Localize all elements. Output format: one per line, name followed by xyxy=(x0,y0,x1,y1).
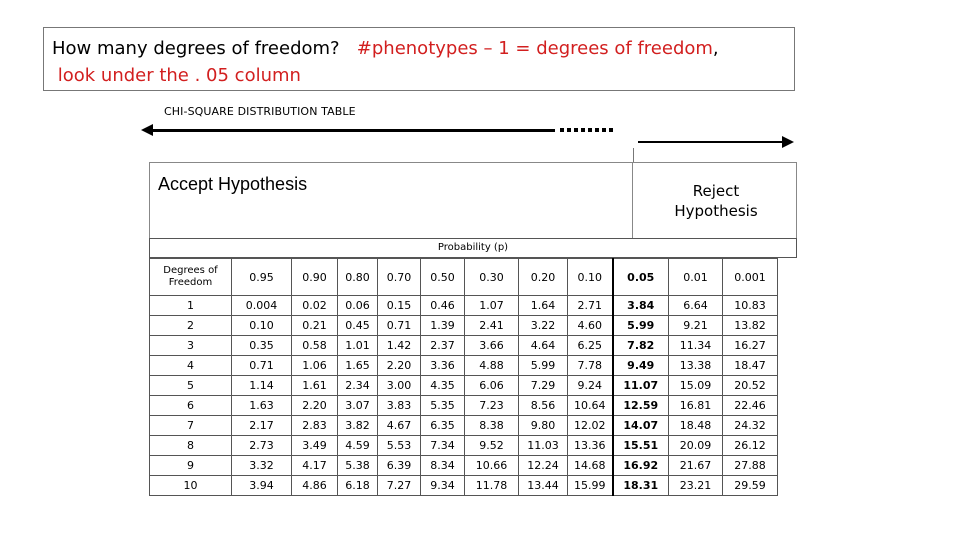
df-cell: 6 xyxy=(150,396,232,416)
value-cell: 6.64 xyxy=(669,296,723,316)
value-cell: 20.09 xyxy=(669,436,723,456)
value-cell: 5.99 xyxy=(519,356,568,376)
critical-value-cell: 5.99 xyxy=(613,316,669,336)
value-cell: 10.66 xyxy=(465,456,519,476)
value-cell: 6.18 xyxy=(338,476,378,496)
value-cell: 9.52 xyxy=(465,436,519,456)
value-cell: 4.88 xyxy=(465,356,519,376)
reject-hypothesis-label xyxy=(635,181,797,221)
value-cell: 12.24 xyxy=(519,456,568,476)
chi-square-table xyxy=(149,258,778,496)
value-cell: 20.52 xyxy=(723,376,778,396)
question-text: How many degrees of freedom? xyxy=(52,38,340,59)
table-row xyxy=(150,456,778,476)
value-cell: 3.94 xyxy=(232,476,292,496)
value-cell: 7.23 xyxy=(465,396,519,416)
question-formula: #phenotypes – 1 = degrees of freedom xyxy=(356,38,713,59)
value-cell: 8.34 xyxy=(421,456,465,476)
critical-value-cell: 9.49 xyxy=(613,356,669,376)
value-cell: 9.21 xyxy=(669,316,723,336)
critical-value-cell: 3.84 xyxy=(613,296,669,316)
value-cell: 0.06 xyxy=(338,296,378,316)
probability-column-header: 0.20 xyxy=(519,259,568,296)
value-cell: 13.38 xyxy=(669,356,723,376)
value-cell: 4.64 xyxy=(519,336,568,356)
value-cell: 16.27 xyxy=(723,336,778,356)
value-cell: 11.34 xyxy=(669,336,723,356)
value-cell: 6.25 xyxy=(568,336,613,356)
probability-header: Probability (p) xyxy=(149,238,797,258)
value-cell: 1.06 xyxy=(292,356,338,376)
value-cell: 18.48 xyxy=(669,416,723,436)
value-cell: 7.29 xyxy=(519,376,568,396)
value-cell: 4.35 xyxy=(421,376,465,396)
reject-label-line-2: Hypothesis xyxy=(674,202,758,220)
value-cell: 4.60 xyxy=(568,316,613,336)
value-cell: 6.39 xyxy=(378,456,421,476)
critical-value-cell: 11.07 xyxy=(613,376,669,396)
value-cell: 2.20 xyxy=(378,356,421,376)
value-cell: 11.78 xyxy=(465,476,519,496)
value-cell: 10.83 xyxy=(723,296,778,316)
df-cell: 10 xyxy=(150,476,232,496)
value-cell: 2.71 xyxy=(568,296,613,316)
df-column-header xyxy=(150,259,232,296)
value-cell: 1.07 xyxy=(465,296,519,316)
value-cell: 5.38 xyxy=(338,456,378,476)
value-cell: 2.20 xyxy=(292,396,338,416)
probability-column-header: 0.10 xyxy=(568,259,613,296)
reject-arrow-line xyxy=(638,141,786,143)
value-cell: 9.24 xyxy=(568,376,613,396)
value-cell: 2.34 xyxy=(338,376,378,396)
probability-column-header: 0.90 xyxy=(292,259,338,296)
probability-column-header: 0.30 xyxy=(465,259,519,296)
df-cell: 4 xyxy=(150,356,232,376)
critical-value-cell: 15.51 xyxy=(613,436,669,456)
df-header-line-1: Degrees of xyxy=(163,265,218,276)
value-cell: 3.22 xyxy=(519,316,568,336)
hypothesis-divider xyxy=(632,162,633,238)
value-cell: 1.01 xyxy=(338,336,378,356)
value-cell: 3.32 xyxy=(232,456,292,476)
value-cell: 3.36 xyxy=(421,356,465,376)
value-cell: 2.17 xyxy=(232,416,292,436)
value-cell: 1.64 xyxy=(519,296,568,316)
question-line-2 xyxy=(52,62,794,89)
probability-column-header: 0.80 xyxy=(338,259,378,296)
value-cell: 13.82 xyxy=(723,316,778,336)
value-cell: 18.47 xyxy=(723,356,778,376)
value-cell: 22.46 xyxy=(723,396,778,416)
table-row xyxy=(150,416,778,436)
value-cell: 0.71 xyxy=(378,316,421,336)
value-cell: 14.68 xyxy=(568,456,613,476)
critical-value-cell: 16.92 xyxy=(613,456,669,476)
table-row xyxy=(150,396,778,416)
table-row xyxy=(150,376,778,396)
value-cell: 9.80 xyxy=(519,416,568,436)
value-cell: 1.42 xyxy=(378,336,421,356)
value-cell: 29.59 xyxy=(723,476,778,496)
critical-value-cell: 12.59 xyxy=(613,396,669,416)
value-cell: 12.02 xyxy=(568,416,613,436)
value-cell: 16.81 xyxy=(669,396,723,416)
value-cell: 0.21 xyxy=(292,316,338,336)
value-cell: 13.36 xyxy=(568,436,613,456)
table-row xyxy=(150,316,778,336)
value-cell: 7.34 xyxy=(421,436,465,456)
table-row xyxy=(150,436,778,456)
value-cell: 0.58 xyxy=(292,336,338,356)
accept-arrow-line xyxy=(149,129,555,132)
value-cell: 0.46 xyxy=(421,296,465,316)
table-row xyxy=(150,356,778,376)
value-cell: 3.83 xyxy=(378,396,421,416)
value-cell: 4.86 xyxy=(292,476,338,496)
probability-column-header: 0.70 xyxy=(378,259,421,296)
value-cell: 0.02 xyxy=(292,296,338,316)
question-instruction: look under the . 05 column xyxy=(57,65,301,86)
value-cell: 1.61 xyxy=(292,376,338,396)
df-cell: 2 xyxy=(150,316,232,336)
boundary-tick xyxy=(633,148,634,162)
table-row xyxy=(150,476,778,496)
value-cell: 3.00 xyxy=(378,376,421,396)
value-cell: 27.88 xyxy=(723,456,778,476)
value-cell: 5.53 xyxy=(378,436,421,456)
value-cell: 2.83 xyxy=(292,416,338,436)
value-cell: 4.17 xyxy=(292,456,338,476)
critical-value-cell: 14.07 xyxy=(613,416,669,436)
value-cell: 6.06 xyxy=(465,376,519,396)
value-cell: 2.73 xyxy=(232,436,292,456)
header-row xyxy=(150,259,778,296)
probability-column-header: 0.05 xyxy=(613,259,669,296)
reject-label-line-1: Reject xyxy=(692,182,740,200)
value-cell: 2.37 xyxy=(421,336,465,356)
value-cell: 6.35 xyxy=(421,416,465,436)
value-cell: 4.67 xyxy=(378,416,421,436)
value-cell: 15.09 xyxy=(669,376,723,396)
value-cell: 0.10 xyxy=(232,316,292,336)
value-cell: 24.32 xyxy=(723,416,778,436)
value-cell: 10.64 xyxy=(568,396,613,416)
value-cell: 0.15 xyxy=(378,296,421,316)
value-cell: 26.12 xyxy=(723,436,778,456)
value-cell: 7.27 xyxy=(378,476,421,496)
df-cell: 1 xyxy=(150,296,232,316)
question-box xyxy=(43,27,795,91)
critical-value-cell: 18.31 xyxy=(613,476,669,496)
value-cell: 3.82 xyxy=(338,416,378,436)
df-cell: 5 xyxy=(150,376,232,396)
value-cell: 13.44 xyxy=(519,476,568,496)
value-cell: 0.45 xyxy=(338,316,378,336)
probability-column-header: 0.50 xyxy=(421,259,465,296)
critical-value-cell: 7.82 xyxy=(613,336,669,356)
value-cell: 1.14 xyxy=(232,376,292,396)
value-cell: 21.67 xyxy=(669,456,723,476)
value-cell: 1.63 xyxy=(232,396,292,416)
value-cell: 3.07 xyxy=(338,396,378,416)
value-cell: 0.004 xyxy=(232,296,292,316)
value-cell: 2.41 xyxy=(465,316,519,336)
probability-column-header: 0.95 xyxy=(232,259,292,296)
value-cell: 9.34 xyxy=(421,476,465,496)
accept-hypothesis-label: Accept Hypothesis xyxy=(158,174,308,194)
df-cell: 9 xyxy=(150,456,232,476)
value-cell: 1.65 xyxy=(338,356,378,376)
value-cell: 1.39 xyxy=(421,316,465,336)
table-row xyxy=(150,336,778,356)
table-body xyxy=(150,296,778,496)
value-cell: 11.03 xyxy=(519,436,568,456)
value-cell: 15.99 xyxy=(568,476,613,496)
value-cell: 3.49 xyxy=(292,436,338,456)
probability-column-header: 0.001 xyxy=(723,259,778,296)
value-cell: 0.71 xyxy=(232,356,292,376)
df-cell: 7 xyxy=(150,416,232,436)
df-header-line-2: Freedom xyxy=(168,277,213,288)
value-cell: 23.21 xyxy=(669,476,723,496)
accept-arrow-dots xyxy=(560,128,615,132)
value-cell: 5.35 xyxy=(421,396,465,416)
value-cell: 3.66 xyxy=(465,336,519,356)
value-cell: 0.35 xyxy=(232,336,292,356)
value-cell: 8.56 xyxy=(519,396,568,416)
value-cell: 7.78 xyxy=(568,356,613,376)
df-cell: 8 xyxy=(150,436,232,456)
question-comma: , xyxy=(712,38,719,59)
reject-arrow-head xyxy=(782,136,794,148)
value-cell: 4.59 xyxy=(338,436,378,456)
table-row xyxy=(150,296,778,316)
probability-column-header: 0.01 xyxy=(669,259,723,296)
value-cell: 8.38 xyxy=(465,416,519,436)
df-cell: 3 xyxy=(150,336,232,356)
question-line-1 xyxy=(52,35,794,62)
table-title: CHI-SQUARE DISTRIBUTION TABLE xyxy=(164,105,356,118)
